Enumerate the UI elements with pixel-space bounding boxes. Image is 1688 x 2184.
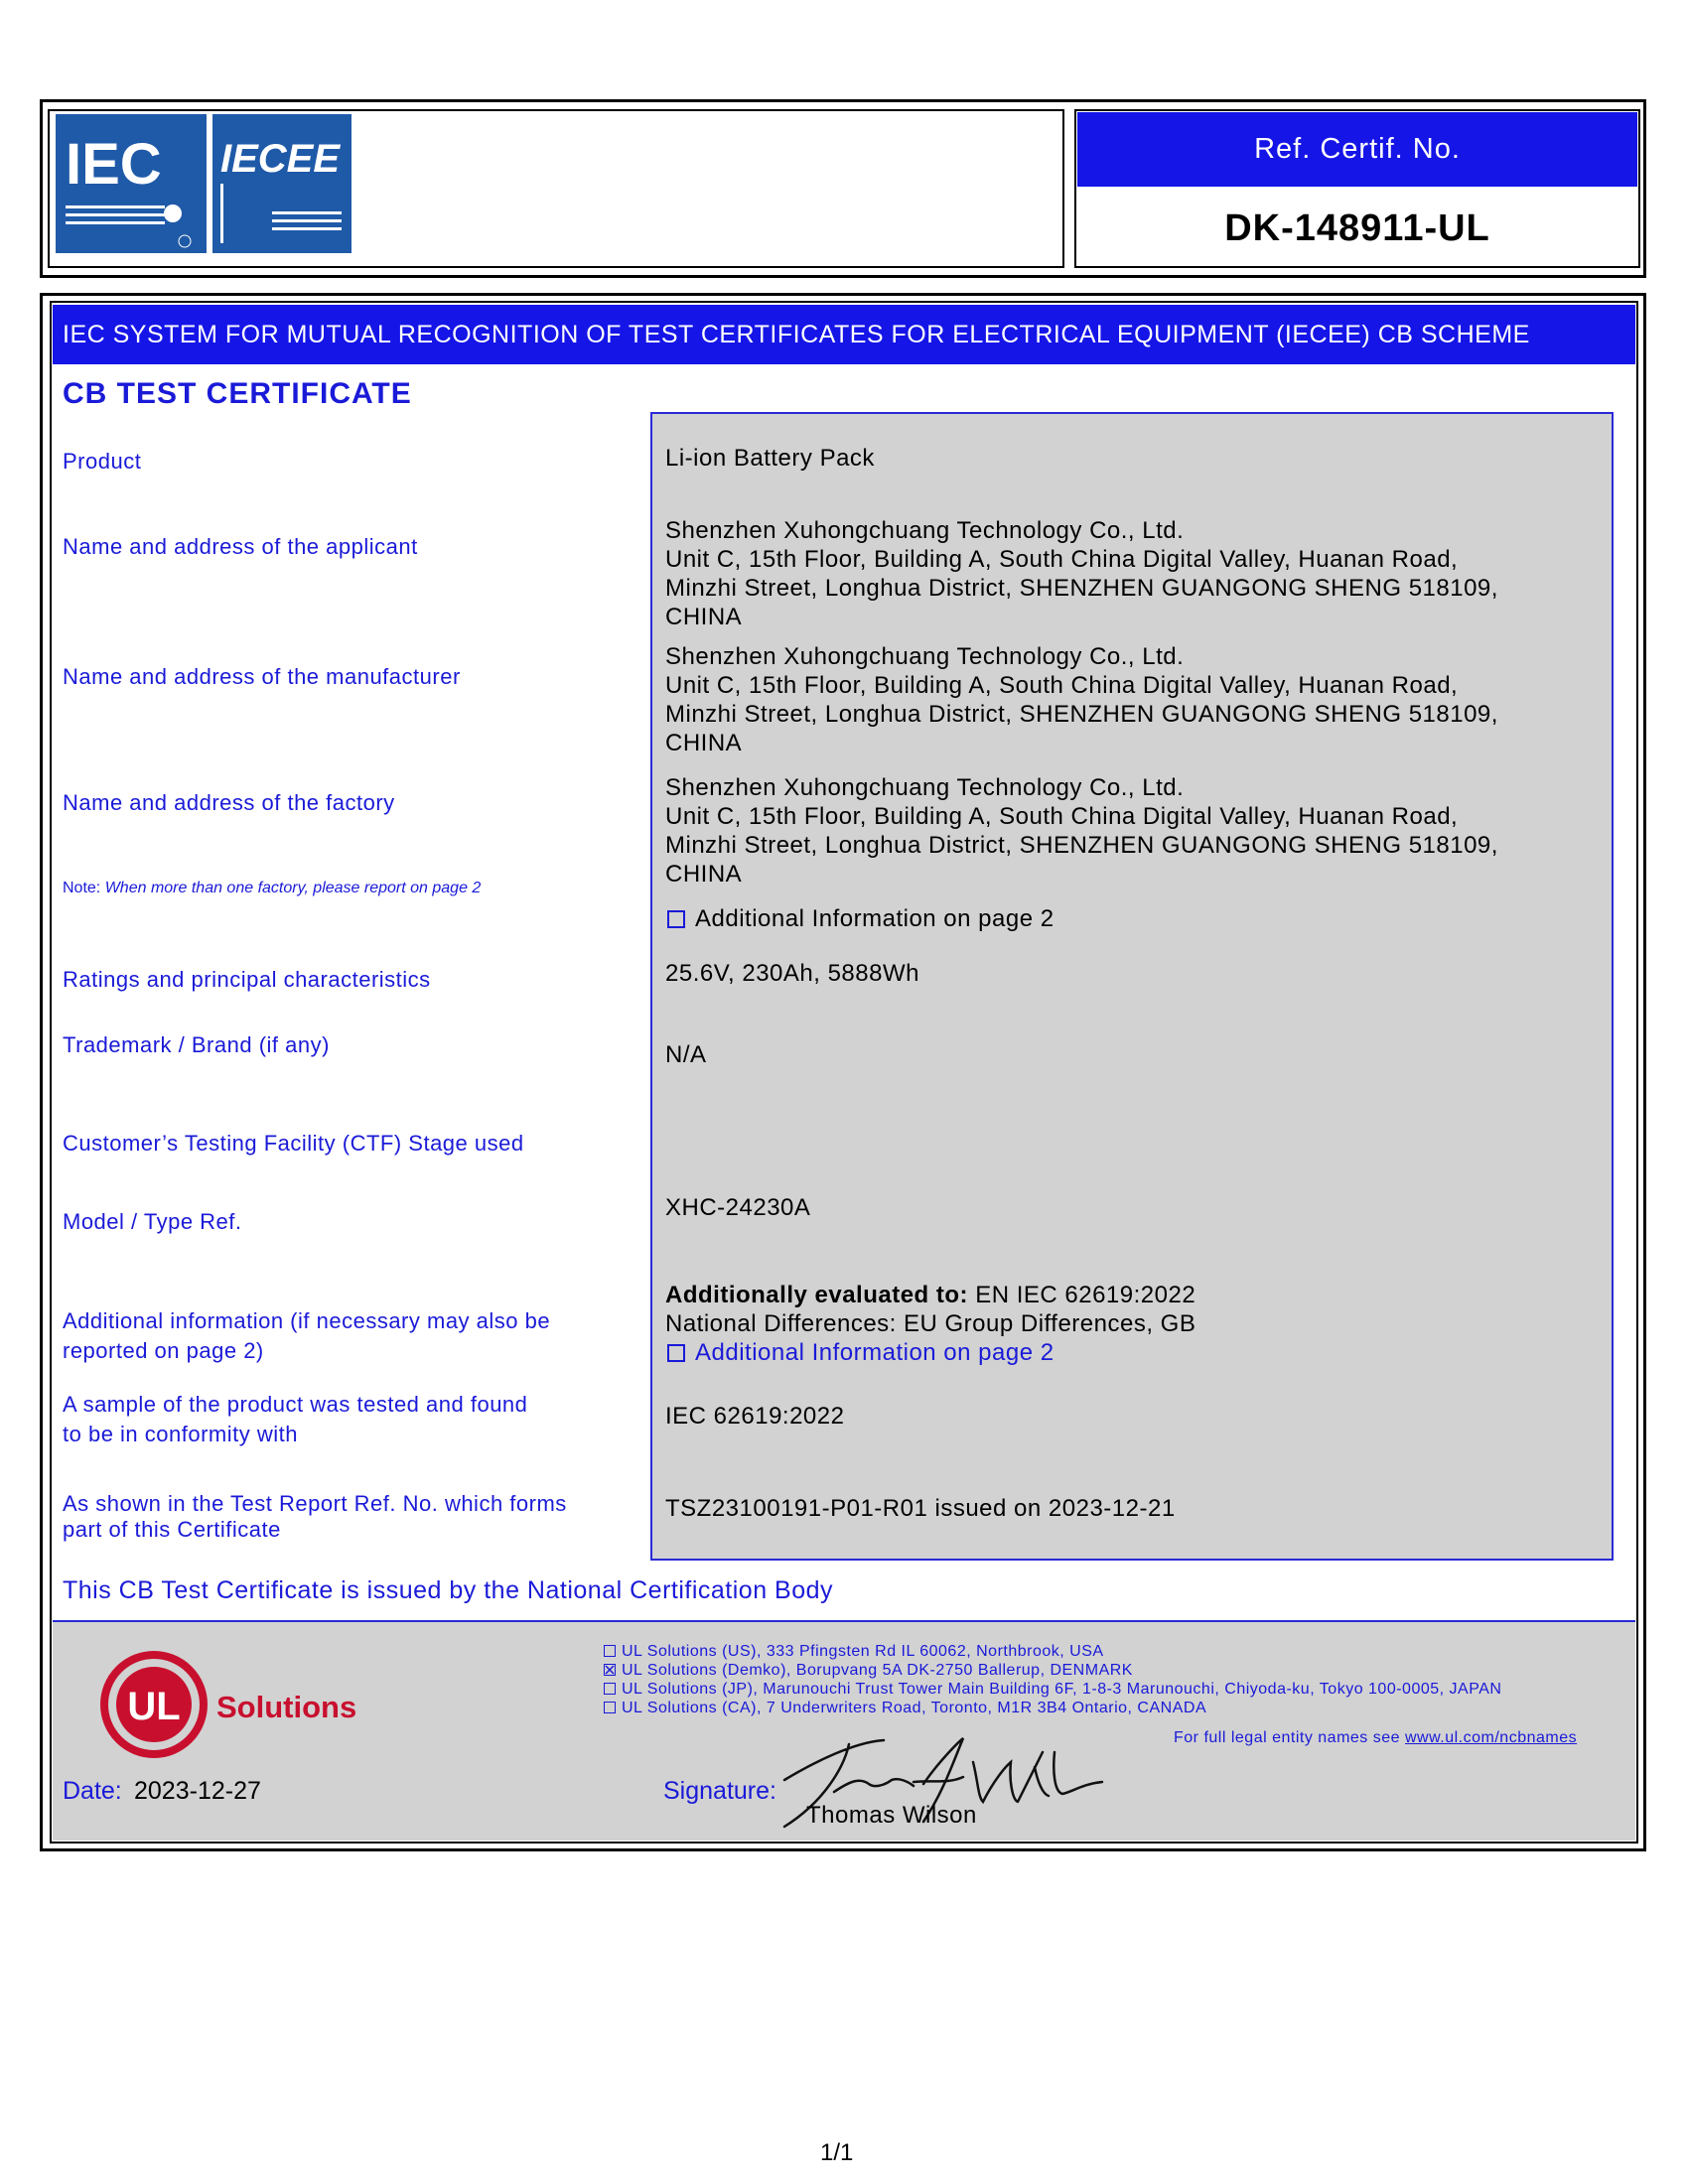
legal-link[interactable]: www.ul.com/ncbnames	[1405, 1729, 1578, 1746]
manufacturer-line: Unit C, 15th Floor, Building A, South China Digital Valley, Huanan Road,	[665, 672, 1459, 699]
conformity-value: IEC 62619:2022	[665, 1403, 845, 1430]
date-label: Date:	[63, 1777, 122, 1805]
page-number: 1/1	[820, 2139, 854, 2166]
legal-note	[1174, 1729, 1577, 1747]
date-value: 2023-12-27	[134, 1777, 261, 1805]
model-label: Model / Type Ref.	[63, 1209, 242, 1234]
ref-label: Ref. Certif. No.	[1077, 112, 1637, 187]
factory-note	[63, 880, 481, 897]
checkbox-icon[interactable]	[667, 1344, 685, 1362]
factory-additional-info-checkbox[interactable]	[667, 904, 1055, 933]
test-report-value: TSZ23100191-P01-R01 issued on 2023-12-21	[665, 1495, 1176, 1522]
ul-entity-text: UL Solutions (CA), 7 Underwriters Road, Toronto, M1R 3B4 Ontario, CANADA	[622, 1700, 1207, 1716]
factory-line: Minzhi Street, Longhua District, SHENZHEN GUANGONG SHENG 518109,	[665, 832, 1498, 859]
ul-entity-text: UL Solutions (Demko), Borupvang 5A DK-2750 Ballerup, DENMARK	[622, 1662, 1133, 1679]
additional-info-label	[63, 1306, 550, 1366]
test-report-label-line2: part of this Certificate	[63, 1517, 281, 1542]
test-report-label-line1: As shown in the Test Report Ref. No. which forms	[63, 1491, 567, 1516]
ul-entity-us[interactable]	[604, 1642, 1501, 1661]
checked-checkbox-icon[interactable]	[604, 1664, 616, 1676]
iecee-logo	[212, 114, 352, 253]
applicant-value	[665, 516, 1498, 631]
checkbox-icon[interactable]	[604, 1702, 616, 1713]
manufacturer-line: CHINA	[665, 730, 743, 756]
legal-prefix: For full legal entity names see	[1174, 1729, 1405, 1746]
additional-info-label-line1: Additional information (if necessary may also be	[63, 1308, 551, 1333]
factory-additional-info-text: Additional Information on page 2	[695, 905, 1055, 932]
applicant-label: Name and address of the applicant	[63, 534, 418, 559]
manufacturer-line: Minzhi Street, Longhua District, SHENZHEN GUANGONG SHENG 518109,	[665, 701, 1498, 728]
product-value: Li-ion Battery Pack	[665, 445, 875, 472]
ref-number: DK-148911-UL	[1224, 206, 1490, 249]
conformity-label-line2: to be in conformity with	[63, 1422, 298, 1446]
checkbox-icon[interactable]	[667, 910, 685, 928]
applicant-line: Minzhi Street, Longhua District, SHENZHEN GUANGONG SHENG 518109,	[665, 575, 1498, 602]
ul-entity-ca[interactable]	[604, 1699, 1501, 1717]
additional-evaluated-prefix: Additionally evaluated to:	[665, 1282, 969, 1308]
additional-info-label-line2: reported on page 2)	[63, 1338, 264, 1363]
trademark-label: Trademark / Brand (if any)	[63, 1032, 330, 1057]
checkbox-icon[interactable]	[604, 1683, 616, 1695]
iec-logo	[56, 114, 207, 253]
signature-label: Signature:	[663, 1777, 776, 1805]
additional-info-value	[665, 1281, 1196, 1367]
applicant-line: Unit C, 15th Floor, Building A, South China Digital Valley, Huanan Road,	[665, 546, 1459, 573]
factory-line: Shenzhen Xuhongchuang Technology Co., Ltd.	[665, 774, 1185, 801]
additional-info-link-text: Additional Information on page 2	[695, 1339, 1055, 1366]
applicant-line: CHINA	[665, 604, 743, 630]
ul-entity-text: UL Solutions (US), 333 Pfingsten Rd IL 60062, Northbrook, USA	[622, 1643, 1104, 1660]
note-prefix: Note:	[63, 880, 101, 896]
signer-name: Thomas Wilson	[806, 1802, 977, 1829]
iecee-logo-text: IECEE	[220, 137, 341, 181]
factory-line: Unit C, 15th Floor, Building A, South China Digital Valley, Huanan Road,	[665, 803, 1459, 830]
certificate-title: CB TEST CERTIFICATE	[63, 377, 412, 410]
ctf-label: Customer’s Testing Facility (CTF) Stage used	[63, 1131, 524, 1156]
ul-entities-list	[604, 1642, 1501, 1717]
national-differences: National Differences: EU Group Differences, GB	[665, 1310, 1196, 1337]
ul-entity-jp[interactable]	[604, 1680, 1501, 1699]
scheme-title: IEC SYSTEM FOR MUTUAL RECOGNITION OF TEST CERTIFICATES FOR ELECTRICAL EQUIPMENT (IECEE) CB SCHEME	[53, 305, 1635, 364]
issued-by-text: This CB Test Certificate is issued by the National Certification Body	[63, 1576, 834, 1604]
iec-logo-text: IEC	[66, 132, 162, 197]
trademark-value: N/A	[665, 1041, 707, 1068]
ratings-label: Ratings and principal characteristics	[63, 967, 431, 992]
manufacturer-line: Shenzhen Xuhongchuang Technology Co., Ltd.	[665, 643, 1185, 670]
additional-evaluated-rest: EN IEC 62619:2022	[968, 1282, 1196, 1308]
ul-entity-demko[interactable]	[604, 1661, 1501, 1680]
checkbox-icon[interactable]	[604, 1645, 616, 1657]
conformity-label	[63, 1390, 527, 1449]
factory-value	[665, 773, 1498, 888]
additional-info-checkbox[interactable]	[667, 1338, 1196, 1367]
conformity-label-line1: A sample of the product was tested and found	[63, 1392, 528, 1417]
ratings-value: 25.6V, 230Ah, 5888Wh	[665, 960, 919, 987]
note-text: When more than one factory, please report on page 2	[104, 880, 482, 896]
ul-solutions-logo	[99, 1650, 357, 1759]
product-label: Product	[63, 449, 142, 474]
manufacturer-label: Name and address of the manufacturer	[63, 664, 461, 689]
ul-entity-text: UL Solutions (JP), Marunouchi Trust Tower Main Building 6F, 1-8-3 Marunouchi, Chiyoda-ku, Tokyo 100-0005, JAPAN	[622, 1681, 1502, 1698]
manufacturer-value	[665, 642, 1498, 757]
ul-logo-text: UL	[127, 1685, 181, 1728]
factory-line: CHINA	[665, 861, 743, 887]
model-value: XHC-24230A	[665, 1194, 811, 1221]
test-report-label	[63, 1491, 567, 1543]
ul-solutions-text: Solutions	[216, 1690, 357, 1724]
applicant-line: Shenzhen Xuhongchuang Technology Co., Ltd.	[665, 517, 1185, 544]
factory-label: Name and address of the factory	[63, 790, 395, 815]
additional-evaluated	[665, 1281, 1196, 1309]
